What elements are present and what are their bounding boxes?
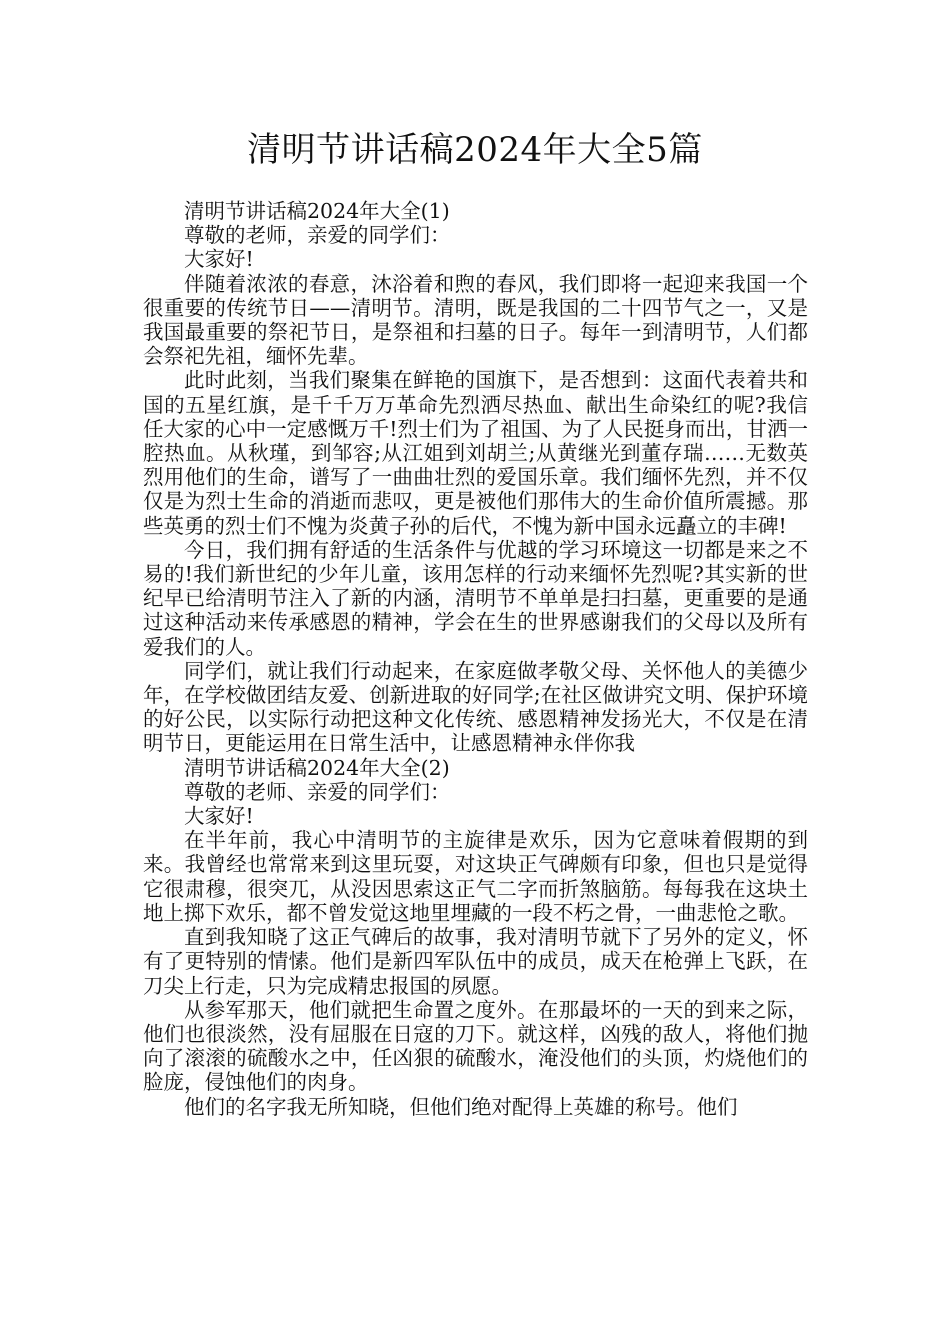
body-paragraph: 直到我知晓了这正气碑后的故事，我对清明节就下了另外的定义，怀有了更特别的情愫。他们是新四军队伍中的成员，成天在枪弹上飞跃，在刀尖上行走，只为完成精忠报国的夙愿。 [143, 925, 808, 998]
section-heading-1: 清明节讲话稿2024年大全(1) [184, 199, 450, 223]
body-paragraph: 此时此刻，当我们聚集在鲜艳的国旗下，是否想到：这面代表着共和国的五星红旗，是千千万万革命先烈洒尽热血、献出生命染红的呢?我信任大家的心中一定感慨万千!烈士们为了祖国、为了人民挺身而出，甘洒一腔热血。从秋瑾，到邹容;从江姐到刘胡兰;从黄继光到董存瑞……无数英烈用他们的生命，谱写了一曲曲壮烈的爱国乐章。我们缅怀先烈，并不仅仅是为烈士生命的消逝而悲叹，更是被他们那伟大的生命价值所震撼。那些英勇的烈士们不愧为炎黄子孙的后代，不愧为新中国永远矗立的丰碑! [143, 368, 808, 538]
document-title: 清明节讲话稿2024年大全5篇 [247, 130, 703, 170]
greeting: 大家好! [184, 247, 254, 272]
body-paragraph: 从参军那天，他们就把生命置之度外。在那最坏的一天的到来之际，他们也很淡然，没有屈服在日寇的刀下。就这样，凶残的敌人，将他们抛向了滚滚的硫酸水之中，任凶狠的硫酸水，淹没他们的头顶，灼烧他们的脸庞，侵蚀他们的肉身。 [143, 997, 808, 1095]
body-paragraph: 在半年前，我心中清明节的主旋律是欢乐，因为它意味着假期的到来。我曾经也常常来到这里玩耍，对这块正气碑颇有印象，但也只是觉得它很肃穆，很突兀，从没因思索这正气二字而折煞脑筋。每每我在这块土地上掷下欢乐，都不曾发觉这地里埋藏的一段不朽之骨，一曲悲怆之歌。 [143, 828, 808, 925]
body-paragraph: 他们的名字我无所知晓，但他们绝对配得上英雄的称号。他们 [184, 1094, 738, 1119]
body-paragraph: 今日，我们拥有舒适的生活条件与优越的学习环境这一切都是来之不易的!我们新世纪的少年儿童，该用怎样的行动来缅怀先烈呢?其实新的世纪早已给清明节注入了新的内涵，清明节不单单是扫扫墓，更重要的是通过这种活动来传承感恩的精神，学会在生的世界感谢我们的父母以及所有爱我们的人。 [143, 537, 808, 659]
body-paragraph: 同学们，就让我们行动起来，在家庭做孝敬父母、关怀他人的美德少年，在学校做团结友爱、创新进取的好同学;在社区做讲究文明、保护环境的好公民，以实际行动把这种文化传统、感恩精神发扬光大，不仅是在清明节日，更能运用在日常生活中，让感恩精神永伴你我 [143, 658, 808, 756]
body-paragraph: 伴随着浓浓的春意，沐浴着和煦的春风，我们即将一起迎来我国一个很重要的传统节日——清明节。清明，既是我国的二十四节气之一，又是我国最重要的祭祀节日，是祭祖和扫墓的日子。每年一到清明节，人们都会祭祀先祖，缅怀先辈。 [143, 271, 808, 369]
section-heading-2: 清明节讲话稿2024年大全(2) [184, 755, 450, 780]
salutation: 尊敬的老师，亲爱的同学们： [184, 223, 451, 248]
document-body [143, 199, 808, 1119]
greeting: 大家好! [184, 804, 254, 829]
salutation: 尊敬的老师、亲爱的同学们： [184, 779, 451, 804]
